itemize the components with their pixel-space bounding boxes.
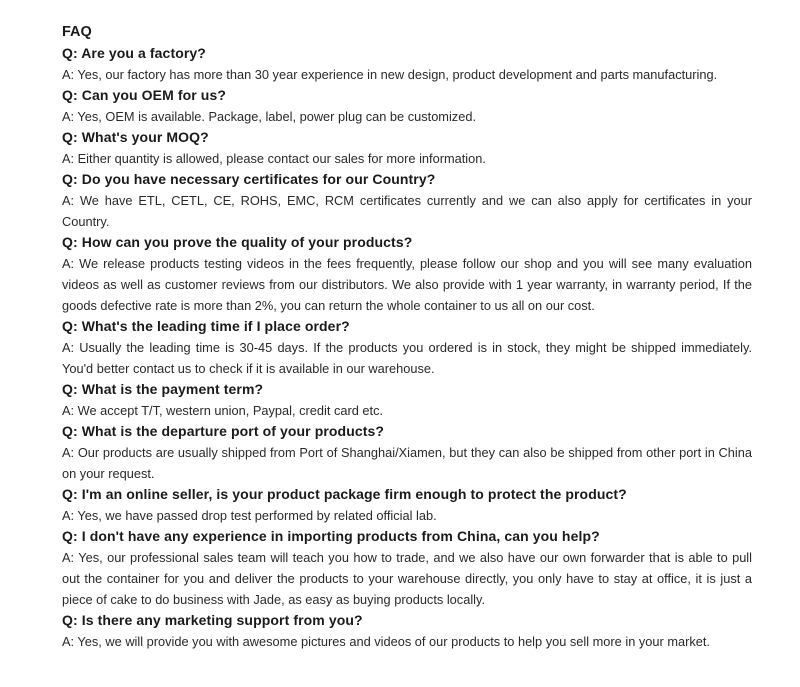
faq-question: Q: What's your MOQ? bbox=[62, 129, 209, 145]
faq-answer: A: Yes, we have passed drop test performed by related official lab. bbox=[62, 508, 437, 523]
faq-question: Q: Is there any marketing support from you? bbox=[62, 612, 363, 628]
faq-answer: A: We have ETL, CETL, CE, ROHS, EMC, RCM certificates currently and we can also apply for certificates in your Country. bbox=[62, 193, 752, 229]
faq-question: Q: Are you a factory? bbox=[62, 45, 206, 61]
faq-item bbox=[62, 169, 752, 232]
faq-question: Q: What is the payment term? bbox=[62, 381, 264, 397]
faq-answer: A: Either quantity is allowed, please contact our sales for more information. bbox=[62, 151, 486, 166]
faq-question: Q: Do you have necessary certificates for our Country? bbox=[62, 171, 436, 187]
faq-question: Q: Can you OEM for us? bbox=[62, 87, 226, 103]
faq-answer: A: Yes, OEM is available. Package, label, power plug can be customized. bbox=[62, 109, 476, 124]
faq-item bbox=[62, 127, 752, 169]
faq-answer: A: Usually the leading time is 30-45 days. If the products you ordered is in stock, they might be shipped immediately. You'd better contact us to check if it is available in our warehouse. bbox=[62, 340, 752, 376]
faq-item bbox=[62, 43, 752, 85]
faq-answer: A: We accept T/T, western union, Paypal, credit card etc. bbox=[62, 403, 384, 418]
faq-title: FAQ bbox=[62, 24, 92, 40]
faq-item bbox=[62, 379, 752, 421]
faq-item bbox=[62, 421, 752, 484]
faq-question: Q: I'm an online seller, is your product package firm enough to protect the product? bbox=[62, 486, 627, 502]
faq-item bbox=[62, 316, 752, 379]
faq-answer: A: We release products testing videos in the fees frequently, please follow our shop and you will see many evaluation videos as well as customer reviews from our distributors. We also provide with 1 year warranty, in warranty period, If the goods defective rate is more than 2%, you can return the whole container to us all on our cost. bbox=[62, 256, 752, 313]
faq-question: Q: What is the departure port of your products? bbox=[62, 423, 385, 439]
faq-answer: A: Our products are usually shipped from Port of Shanghai/Xiamen, but they can also be shipped from other port in China on your request. bbox=[62, 445, 752, 481]
faq-question: Q: I don't have any experience in importing products from China, can you help? bbox=[62, 528, 600, 544]
faq-question: Q: How can you prove the quality of your products? bbox=[62, 234, 413, 250]
faq-item bbox=[62, 526, 752, 610]
faq-item bbox=[62, 85, 752, 127]
faq-item bbox=[62, 610, 752, 652]
faq-item bbox=[62, 484, 752, 526]
faq-answer: A: Yes, our factory has more than 30 year experience in new design, product development and parts manufacturing. bbox=[62, 67, 718, 82]
faq-answer: A: Yes, we will provide you with awesome pictures and videos of our products to help you sell more in your market. bbox=[62, 634, 710, 649]
faq-answer: A: Yes, our professional sales team will teach you how to trade, and we also have our own forwarder that is able to pull out the container for you and deliver the products to your warehouse directly, you only have to stay at office, it is just a piece of cake to do business with Jade, as easy as buying products locally. bbox=[62, 550, 752, 607]
faq-section bbox=[62, 22, 752, 652]
faq-question: Q: What's the leading time if I place order? bbox=[62, 318, 350, 334]
faq-item bbox=[62, 232, 752, 316]
